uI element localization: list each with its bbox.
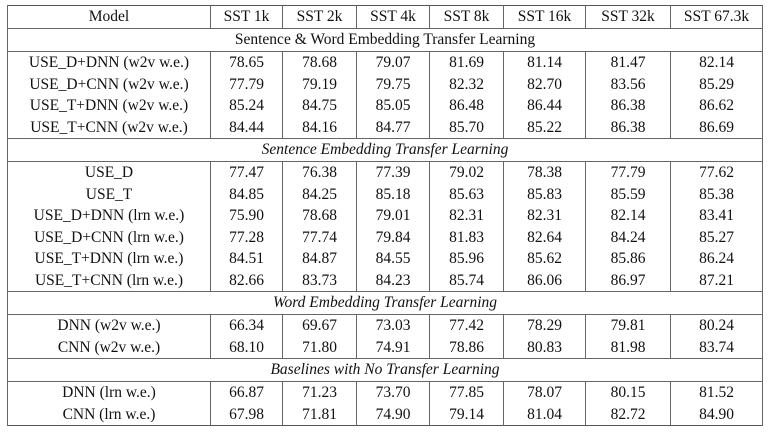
table-row: [8, 404, 763, 426]
accuracy-cell: 85.62: [504, 248, 586, 270]
accuracy-cell: 78.68: [283, 205, 357, 227]
model-name-cell: CNN (w2v w.e.): [8, 337, 211, 359]
accuracy-cell: 77.79: [211, 74, 283, 96]
accuracy-cell: 86.48: [430, 95, 504, 117]
accuracy-cell: 77.85: [430, 382, 504, 404]
table-row: [8, 270, 763, 292]
accuracy-cell: 85.63: [430, 184, 504, 206]
accuracy-cell: 86.97: [586, 270, 671, 292]
accuracy-cell: 84.51: [211, 248, 283, 270]
accuracy-cell: 82.66: [211, 270, 283, 292]
accuracy-cell: 78.29: [504, 315, 586, 337]
accuracy-cell: 75.90: [211, 205, 283, 227]
accuracy-cell: 86.62: [671, 95, 763, 117]
accuracy-cell: 84.87: [283, 248, 357, 270]
accuracy-cell: 84.75: [283, 95, 357, 117]
accuracy-cell: 82.14: [671, 52, 763, 74]
accuracy-cell: 81.83: [430, 227, 504, 249]
table-row: [8, 337, 763, 359]
accuracy-cell: 79.14: [430, 404, 504, 426]
header-sst-67k: SST 67.3k: [671, 6, 763, 29]
accuracy-cell: 85.59: [586, 184, 671, 206]
model-name-cell: USE_T: [8, 184, 211, 206]
header-sst-4k: SST 4k: [357, 6, 430, 29]
accuracy-cell: 78.68: [283, 52, 357, 74]
accuracy-cell: 78.86: [430, 337, 504, 359]
accuracy-cell: 71.23: [283, 382, 357, 404]
accuracy-cell: 84.16: [283, 117, 357, 139]
accuracy-cell: 81.69: [430, 52, 504, 74]
accuracy-cell: 68.10: [211, 337, 283, 359]
accuracy-cell: 86.06: [504, 270, 586, 292]
accuracy-cell: 84.24: [586, 227, 671, 249]
accuracy-cell: 80.15: [586, 382, 671, 404]
accuracy-cell: 81.14: [504, 52, 586, 74]
accuracy-cell: 73.70: [357, 382, 430, 404]
accuracy-cell: 86.24: [671, 248, 763, 270]
accuracy-cell: 84.85: [211, 184, 283, 206]
accuracy-cell: 82.64: [504, 227, 586, 249]
accuracy-cell: 85.38: [671, 184, 763, 206]
accuracy-cell: 77.74: [283, 227, 357, 249]
header-sst-2k: SST 2k: [283, 6, 357, 29]
section-header-row: [8, 139, 763, 162]
results-table: [7, 5, 763, 426]
table-row: [8, 117, 763, 139]
section-title: Baselines with No Transfer Learning: [8, 359, 763, 382]
accuracy-cell: 66.87: [211, 382, 283, 404]
accuracy-cell: 79.07: [357, 52, 430, 74]
model-name-cell: USE_D+CNN (lrn w.e.): [8, 227, 211, 249]
section-title: Sentence & Word Embedding Transfer Learning: [8, 29, 763, 52]
header-sst-1k: SST 1k: [211, 6, 283, 29]
table-row: [8, 95, 763, 117]
model-name-cell: USE_T+CNN (w2v w.e.): [8, 117, 211, 139]
accuracy-cell: 77.42: [430, 315, 504, 337]
accuracy-cell: 77.62: [671, 162, 763, 184]
accuracy-cell: 86.38: [586, 117, 671, 139]
accuracy-cell: 80.83: [504, 337, 586, 359]
accuracy-cell: 83.41: [671, 205, 763, 227]
table-row: [8, 248, 763, 270]
accuracy-cell: 77.79: [586, 162, 671, 184]
model-name-cell: USE_T+CNN (lrn w.e.): [8, 270, 211, 292]
accuracy-cell: 81.47: [586, 52, 671, 74]
table-row: [8, 315, 763, 337]
section-header-row: [8, 292, 763, 315]
model-name-cell: USE_D+DNN (w2v w.e.): [8, 52, 211, 74]
accuracy-cell: 74.90: [357, 404, 430, 426]
header-sst-8k: SST 8k: [430, 6, 504, 29]
accuracy-cell: 79.19: [283, 74, 357, 96]
accuracy-cell: 81.52: [671, 382, 763, 404]
model-name-cell: USE_D+CNN (w2v w.e.): [8, 74, 211, 96]
accuracy-cell: 86.38: [586, 95, 671, 117]
accuracy-cell: 82.14: [586, 205, 671, 227]
accuracy-cell: 85.18: [357, 184, 430, 206]
accuracy-cell: 84.44: [211, 117, 283, 139]
accuracy-cell: 85.29: [671, 74, 763, 96]
accuracy-cell: 66.34: [211, 315, 283, 337]
accuracy-cell: 85.05: [357, 95, 430, 117]
accuracy-cell: 73.03: [357, 315, 430, 337]
accuracy-cell: 69.67: [283, 315, 357, 337]
accuracy-cell: 82.31: [504, 205, 586, 227]
accuracy-cell: 83.56: [586, 74, 671, 96]
accuracy-cell: 67.98: [211, 404, 283, 426]
accuracy-cell: 83.74: [671, 337, 763, 359]
accuracy-cell: 87.21: [671, 270, 763, 292]
accuracy-cell: 81.98: [586, 337, 671, 359]
table-row: [8, 227, 763, 249]
header-sst-16k: SST 16k: [504, 6, 586, 29]
accuracy-cell: 85.22: [504, 117, 586, 139]
accuracy-cell: 84.77: [357, 117, 430, 139]
table-row: [8, 74, 763, 96]
model-name-cell: USE_T+DNN (w2v w.e.): [8, 95, 211, 117]
accuracy-cell: 79.01: [357, 205, 430, 227]
accuracy-cell: 77.39: [357, 162, 430, 184]
model-name-cell: DNN (w2v w.e.): [8, 315, 211, 337]
accuracy-cell: 74.91: [357, 337, 430, 359]
accuracy-cell: 82.31: [430, 205, 504, 227]
accuracy-cell: 71.80: [283, 337, 357, 359]
table-row: [8, 162, 763, 184]
section-title: Word Embedding Transfer Learning: [8, 292, 763, 315]
accuracy-cell: 84.23: [357, 270, 430, 292]
accuracy-cell: 86.44: [504, 95, 586, 117]
header-model: Model: [8, 6, 211, 29]
model-name-cell: USE_T+DNN (lrn w.e.): [8, 248, 211, 270]
accuracy-cell: 79.81: [586, 315, 671, 337]
accuracy-cell: 80.24: [671, 315, 763, 337]
table-row: [8, 184, 763, 206]
model-name-cell: USE_D+DNN (lrn w.e.): [8, 205, 211, 227]
accuracy-cell: 79.75: [357, 74, 430, 96]
accuracy-cell: 83.73: [283, 270, 357, 292]
accuracy-cell: 85.96: [430, 248, 504, 270]
accuracy-cell: 82.32: [430, 74, 504, 96]
accuracy-cell: 79.02: [430, 162, 504, 184]
accuracy-cell: 71.81: [283, 404, 357, 426]
accuracy-cell: 78.65: [211, 52, 283, 74]
accuracy-cell: 84.25: [283, 184, 357, 206]
model-name-cell: DNN (lrn w.e.): [8, 382, 211, 404]
accuracy-cell: 85.24: [211, 95, 283, 117]
accuracy-cell: 86.69: [671, 117, 763, 139]
model-name-cell: USE_D: [8, 162, 211, 184]
header-sst-32k: SST 32k: [586, 6, 671, 29]
header-row: [8, 6, 763, 29]
accuracy-cell: 85.74: [430, 270, 504, 292]
table-row: [8, 52, 763, 74]
table-row: [8, 205, 763, 227]
accuracy-cell: 78.38: [504, 162, 586, 184]
accuracy-cell: 81.04: [504, 404, 586, 426]
section-title: Sentence Embedding Transfer Learning: [8, 139, 763, 162]
accuracy-cell: 82.70: [504, 74, 586, 96]
accuracy-cell: 85.83: [504, 184, 586, 206]
accuracy-cell: 77.28: [211, 227, 283, 249]
section-header-row: [8, 29, 763, 52]
accuracy-cell: 76.38: [283, 162, 357, 184]
accuracy-cell: 77.47: [211, 162, 283, 184]
table-row: [8, 382, 763, 404]
section-header-row: [8, 359, 763, 382]
accuracy-cell: 85.70: [430, 117, 504, 139]
accuracy-cell: 85.86: [586, 248, 671, 270]
accuracy-cell: 79.84: [357, 227, 430, 249]
model-name-cell: CNN (lrn w.e.): [8, 404, 211, 426]
accuracy-cell: 82.72: [586, 404, 671, 426]
accuracy-cell: 84.55: [357, 248, 430, 270]
accuracy-cell: 85.27: [671, 227, 763, 249]
accuracy-cell: 84.90: [671, 404, 763, 426]
accuracy-cell: 78.07: [504, 382, 586, 404]
